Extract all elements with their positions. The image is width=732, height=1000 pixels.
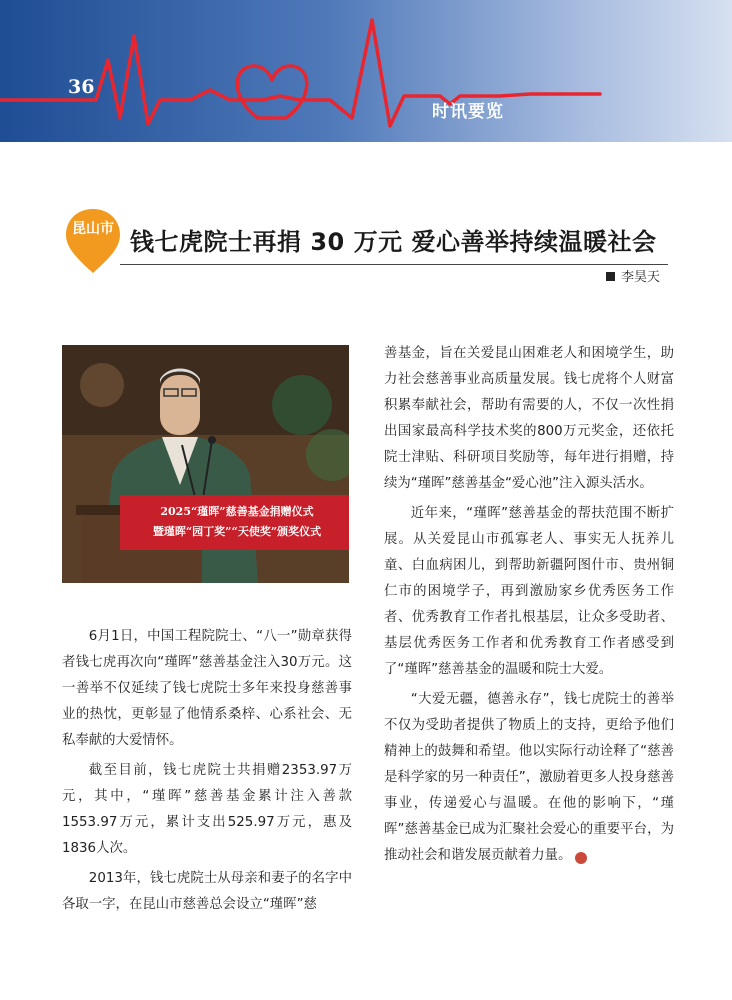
section-title: 时讯要览: [432, 102, 504, 122]
paragraph-text: “大爱无疆，德善永存”，钱七虎院士的善举不仅为受助者提供了物质上的支持，更给予他们精神上的鼓舞和希望。他以实际行动诠释了“慈善是科学家的另一种责任”，激励着更多人投身慈善事业，传递爱心与温暖。在他的影响下，“瑾晖”慈善基金已成为汇聚社会爱心的重要平台，为推动社会和谐发展贡献着力量。: [384, 692, 674, 863]
author-byline: [606, 266, 660, 285]
page-header-band: [0, 0, 732, 142]
banner-line-1: 2025“瑾晖”慈善基金捐赠仪式: [160, 505, 314, 518]
location-pin-icon: [58, 205, 128, 275]
article-photo: [62, 345, 349, 583]
paragraph: 截至目前，钱七虎院士共捐赠2353.97万元，其中，“瑾晖”慈善基金累计注入善款1553.97万元，累计支出525.97万元，惠及1836人次。: [62, 763, 352, 856]
title-divider: [120, 264, 668, 265]
banner-line-2: 暨瑾晖“园丁奖”“天使奖”颁奖仪式: [152, 525, 322, 538]
square-bullet-icon: [606, 272, 615, 281]
body-column-left: [62, 624, 352, 922]
speaker-at-podium-illustration: [62, 345, 349, 583]
author-name: 李昊天: [621, 270, 661, 285]
body-column-right: [384, 341, 674, 873]
paragraph: 2013年，钱七虎院士从母亲和妻子的名字中各取一字，在昆山市慈善总会设立“瑾晖”慈: [62, 871, 352, 912]
paragraph: 6月1日，中国工程院院士、“八一”勋章获得者钱七虎再次向“瑾晖”慈善基金注入30万元。这一善举不仅延续了钱七虎院士多年来投身慈善事业的热忱，更彰显了他情系桑梓、心系社会、无私奉献的大爱情怀。: [62, 629, 352, 748]
heartbeat-line-icon: [0, 0, 732, 142]
paragraph: 善基金，旨在关爱昆山困难老人和困境学生，助力社会慈善事业高质量发展。钱七虎将个人财富积累奉献社会，帮助有需要的人，不仅一次性捐出国家最高科学技术奖的800万元奖金，还依托院士津贴、科研项目奖励等，每年进行捐赠，持续为“瑾晖”慈善基金“爱心池”注入源头活水。: [384, 346, 674, 491]
article-title: 钱七虎院士再捐 30 万元 爱心善举持续温暖社会: [130, 228, 657, 256]
end-mark-icon: ◆: [575, 852, 587, 864]
paragraph-last: [384, 687, 674, 869]
location-tag: 昆山市: [72, 221, 114, 237]
paragraph: 近年来，“瑾晖”慈善基金的帮扶范围不断扩展。从关爱昆山市孤寡老人、事实无人抚养儿童、白血病困儿，到帮助新疆阿图什市、贵州铜仁市的困境学子，再到激励家乡优秀医务工作者、优秀教育工作者扎根基层，让众多受助者、基层优秀医务工作者和优秀教育工作者感受到了“瑾晖”慈善基金的温暖和院士大爱。: [384, 506, 674, 677]
page-number: 36: [68, 76, 95, 98]
